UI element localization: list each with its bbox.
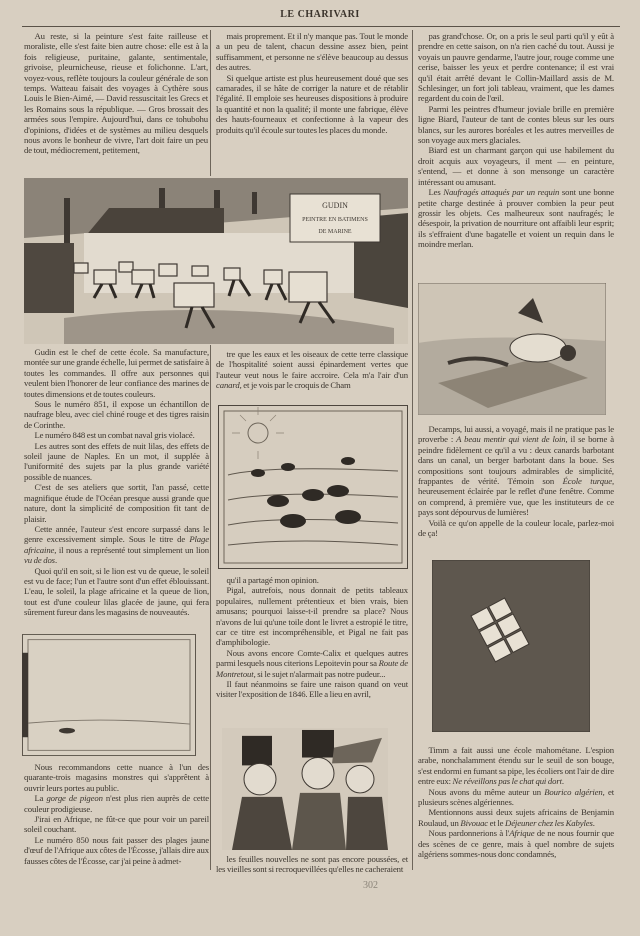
italic-title: Plage africaine: [24, 534, 209, 555]
italic-title: Route de Montretout: [216, 658, 408, 679]
text-run: Nous avons encore Comte-Calix et quelques autres parmi lesquels nous citerions Lepoitevin pour sa: [216, 647, 408, 669]
article-text-col2-top: [216, 31, 408, 135]
text-run: , et plusieurs scènes algériennes.: [418, 786, 615, 808]
article-text-col1-mid: [24, 347, 209, 618]
column-rule: [210, 345, 211, 870]
article-text-col3-mid: [418, 424, 614, 538]
text-run: , et je vois par le croquis de Cham: [239, 380, 351, 391]
text-run: Decamps, lui aussi, a voyagé, mais il ne pratique pas le proverbe :: [418, 424, 614, 445]
paragraph: [216, 31, 408, 73]
paragraph: [418, 807, 614, 828]
paragraph: [216, 585, 408, 647]
column-rule: [210, 30, 211, 176]
text-run: Parmi les peintres d'humeur joviale brille en première ligne Biard, l'auteur de tant de contes bleus sur les ours blancs, sur les aurores boréales et les autres merveilles de son voyage aux mers glaciales.: [418, 103, 614, 146]
paragraph: [24, 347, 209, 399]
text-run: de ne nous fournir que des scènes de ce genre, mais à quel nombre de sujets algériens sommes-nous donc condamnés,: [418, 828, 614, 860]
text-run: Nous recommandons cette nuance à l'un des quarante-trois magasins monstres qui s'apprêtent à ouvrir leurs portes au public.: [24, 762, 209, 793]
paragraph: [24, 399, 209, 430]
italic-title: Déjeuner chez les Kabyles: [505, 817, 593, 828]
text-run: Gudin est le chef de cette école. Sa manufacture, montée sur une grande échelle, lui permet de satisfaire à toutes les commandes. Il offre aux personnes qui veulent bien l'honorer de leur confiance des marines de toutes dimensions et de toutes couleurs.: [24, 347, 209, 399]
text-run: Timm a fait aussi une école mahométane. L'espion arabe, nonchalamment étendu sur le seuil de son bouge, s'est endormi en fumant sa pipe, les écoliers ont l'air de dire entre eux:: [418, 745, 614, 787]
text-run: Nous avons du même auteur un: [428, 786, 545, 797]
italic-title: Bivouac: [460, 817, 489, 828]
text-run: .: [561, 776, 564, 787]
text-run: Nous pardonnerions à l': [428, 828, 510, 839]
italic-title: Bourico algérien: [544, 786, 603, 797]
text-run: tre que les eaux et les oiseaux de cette terre classique de l'hospitalité soient aussi épinardement vertes que l'auteur veut nous le faire accroire. Cela m'a l'air d'un: [216, 349, 408, 380]
italic-title: vu de dos: [24, 555, 55, 566]
text-run: pas grand'chose. Or, on a pris le seul parti qu'il y eût à prendre en cette saison, on n'a rien caché du tout. Aussi je voyais un pauvre gendarme, l'autre jour, rouge comme une cerise, baisser les yeux et perdre contenance; il est vrai qu'il était arrêté devant le Collin-Maillard assis de M. Schlesinger, un fort joli tableau, vraiment, que les dames regardent du coin de l'œil.: [418, 31, 614, 104]
text-run: mais proprement. Et il n'y manque pas. Tout le monde a un peu de talent, chacun dessine assez bien, peint suffisamment, et personne ne s'élève beaucoup au dessus des autres.: [216, 31, 408, 73]
text-run: Au reste, si la peinture s'est faite railleuse et moraliste, elle s'est faite bien autre chose: elle est à la fois religieuse, puritaine, galante, sentimentale, grivoise, pleurnicheuse, rieuse et folichonne. L'art, voyez-vous, reflète toujours la couleur générale de son temps. Watteau faisait des voyages à Cythère sous Louis le Bien-Aimé, — David ressuscitait les Grecs et les Romains sous la république. — Gros brossait des armées sous l'empire. Aujourd'hui, dans ce tohubohu d'opinions, d'idées et de systèmes au milieu desquels nous avons le bonheur de vivre, l'art doit faire un peu de tout, médiocrement, petitement,: [24, 31, 208, 156]
text-run: Voilà ce qu'on appelle de la couleur locale, parlez-moi de ça!: [418, 517, 614, 539]
column-rule: [412, 30, 413, 870]
article-text-col3-top: [418, 31, 614, 250]
text-run: et le: [488, 817, 506, 828]
text-run: C'est de ses ateliers que sortit, l'an passé, cette magnifique étude de l'Océan presque aussi grande que nature, dont la simplicité de composition fit tant de plaisir.: [24, 482, 209, 524]
paragraph: [418, 31, 614, 104]
masthead: LE CHARIVARI: [280, 9, 360, 20]
text-run: .: [592, 817, 595, 828]
paragraph: [24, 762, 209, 793]
article-text-col2-lower: [216, 575, 408, 700]
article-text-col2-mid: [216, 349, 408, 391]
text-run: les feuilles nouvelles ne sont pas encore poussées, et les vieilles sont si recroquevillées qu'elles ne cacheraient: [216, 854, 408, 875]
paragraph: [418, 104, 614, 146]
paragraph: [24, 31, 208, 156]
paragraph: [24, 482, 209, 524]
shipwreck-shark-illustration: [418, 283, 606, 415]
sign-line: DE MARINE: [318, 229, 352, 235]
article-text-col1-bottom: [24, 762, 209, 866]
text-run: J'irai en Afrique, ne fût-ce que pour voir un pareil soleil couchant.: [24, 814, 209, 835]
text-run: Cette année, l'auteur s'est encore surpassé dans le genre excessivement simple. Sous le titre de: [24, 523, 209, 545]
text-run: sont une bonne petite charge destinée à prouver combien la peur peut grossir les objets. Ces malheureux sont naufragés; le désespoir, la privation de nourriture ont affaibli leur esprit; ils s'effraient d'une bagatelle et voient un requin dans le moindre merlan.: [418, 187, 614, 250]
text-run: Sous le numéro 851, il expose un échantillon de naufrage bleu, avec ciel chiné rouge et des tigres raisin de Corinthe.: [24, 399, 209, 430]
paragraph: [418, 828, 614, 859]
text-run: .: [54, 555, 57, 566]
text-run: La: [34, 793, 47, 804]
paragraph: [418, 787, 614, 808]
text-run: Il faut néanmoins se faire une raison quand on veut visiter l'exposition de 1846. Elle a lieu en avril,: [216, 679, 408, 700]
text-run: Le numéro 848 est un combat naval gris violacé.: [34, 430, 195, 441]
sign-line: GUDIN: [322, 201, 348, 210]
italic-title: canard: [216, 380, 240, 391]
text-run: , il se borne à peindre fidèlement ce qu'il a vu : deux canards barbotant dans un canal, un berger barbotant dans la boue. Ses compositions sont toujours admirables de simplicité, frappantes de vérité. Témoin son: [418, 434, 614, 487]
paragraph: [418, 145, 614, 187]
paragraph: [418, 518, 614, 539]
italic-title: gorge de pigeon: [46, 793, 103, 804]
text-run: Biard est un charmant garçon qui use habilement du droit acquis aux voyageurs, il ment — en peinture, s'entend, — et donne à son mensonge un caractère intéressant ou amusant.: [418, 145, 614, 187]
gudin-factory-illustration: [24, 178, 408, 344]
text-run: Mentionnons aussi deux sujets africains de Benjamin Roulaud, un: [418, 807, 614, 828]
ducks-canal-illustration: [218, 405, 408, 569]
paragraph: [216, 349, 408, 391]
paragraph: [24, 566, 209, 618]
italic-title: A beau mentir qui vient de loin: [456, 434, 566, 445]
article-text-col2-bottom: [216, 854, 408, 875]
paragraph: [216, 648, 408, 679]
paragraph: [216, 73, 408, 135]
text-run: n'est plus rien auprès de cette couleur prodigieuse.: [24, 793, 209, 814]
paragraph: [24, 441, 209, 483]
article-text-col3-bottom: [418, 745, 614, 859]
visitors-hats-illustration: [222, 728, 388, 850]
header-rule: [22, 26, 620, 27]
paragraph: [418, 745, 614, 787]
paragraph: [24, 793, 209, 814]
text-run: , heureusement éclairée par le reflet d'une fenêtre. Comme on comprend, à première vue, que les instituteurs de ce pays sont dépourvus de lumières!: [418, 476, 614, 518]
sign-line: PEINTRE EN BATIMENS: [302, 217, 368, 223]
african-beach-lion-illustration: [22, 634, 196, 756]
italic-title: Ne réveillons pas le chat qui dort: [452, 776, 562, 787]
paragraph: [216, 575, 408, 585]
paragraph: [24, 835, 209, 866]
paragraph: [24, 814, 209, 835]
italic-title: École turque: [562, 476, 612, 487]
paragraph: [24, 524, 209, 566]
text-run: Les: [428, 187, 444, 198]
page-number: 302: [363, 880, 378, 891]
text-run: Pigal, autrefois, nous donnait de petits tableaux populaires, nullement prétentieux et bien vrais, bien amusans; pourquoi laisse-t-il prendre sa place? Nous n'avons de lui qu'une toile dont le livret a estropié le titre, car ce titre est incompréhensible, et Pigal ne fait pas d'amphibologie.: [216, 585, 408, 648]
italic-title: Afrique: [509, 828, 535, 839]
paragraph: [24, 430, 209, 440]
text-run: Le numéro 850 nous fait passer des plages jaune d'œuf de l'Afrique aux côtes de l'Écosse, j'allais dire aux fausses côtes de l'Écosse, car j'ai peine à admet-: [24, 834, 209, 866]
paragraph: [216, 679, 408, 700]
text-run: , il nous a représenté tout simplement un lion: [54, 544, 209, 555]
article-text-col1-top: [24, 31, 208, 156]
text-run: Si quelque artiste est plus heureusement doué que ses camarades, il se hâte de corriger la nature et de rétablir l'égalité. Il emploie ses heureuses dispositions à produire la quantité et non la qualité; il monte une fabrique, élève des hauts-fourneaux et confectionne à la vapeur des produits qu'il écoule sur toutes les places du monde.: [216, 72, 408, 135]
text-run: qu'il a partagé mon opinion.: [226, 575, 319, 585]
text-run: Quoi qu'il en soit, si le lion est vu de queue, le soleil est vu de face; l'un et l'autre sont d'un effet éblouissant. L'eau, le soleil, la plage africaine et la queue de lion, tout est d'une couleur lilas glacée de jaune, qui fera sûrement fureur dans les magasins de nouveautés.: [24, 565, 209, 618]
italic-title: Naufragés attaqués par un requin: [443, 187, 560, 198]
text-run: , si le sujet n'alarmait pas notre pudeur...: [253, 668, 386, 679]
paragraph: [216, 854, 408, 875]
paragraph: [418, 187, 614, 249]
turkish-school-window-illustration: [432, 560, 590, 732]
paragraph: [418, 424, 614, 518]
text-run: Les autres sont des effets de nuit lilas, des effets de soleil jaune de Naples. En un mot, il supplée à l'uniformité des sujets par la plus grande variété possible de nuances.: [24, 440, 209, 482]
